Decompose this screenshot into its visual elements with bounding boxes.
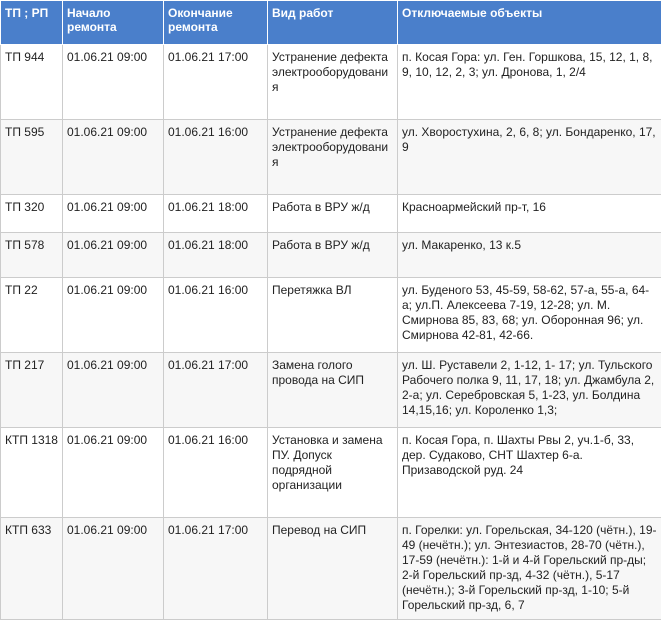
cell-work-type: Замена голого провода на СИП <box>268 353 398 428</box>
cell-work-type: Работа в ВРУ ж/д <box>268 195 398 233</box>
cell-end: 01.06.21 16:00 <box>164 120 268 195</box>
cell-substation: ТП 944 <box>1 45 63 120</box>
cell-objects: п. Горелки: ул. Горельская, 34-120 (чётн.), 19-49 (нечётн.); ул. Энтезиастов, 28-70 (чётн.), 17-59 (нечётн.): 1-й и 4-й Горельский пр-ды; 2-й Горельский пр-зд, 4-32 (чётн.), 5-17 (нечётн.); 3-й Горельский пр-зд, 1-10; 5-й Горельский пр-зд, 6, 7 <box>398 518 661 620</box>
cell-start: 01.06.21 09:00 <box>63 120 164 195</box>
cell-substation: КТП 633 <box>1 518 63 620</box>
cell-start: 01.06.21 09:00 <box>63 233 164 278</box>
cell-work-type: Перевод на СИП <box>268 518 398 620</box>
header-work-type: Вид работ <box>268 1 398 45</box>
header-affected-objects: Отключаемые объекты <box>398 1 661 45</box>
cell-end: 01.06.21 17:00 <box>164 518 268 620</box>
cell-substation: КТП 1318 <box>1 428 63 518</box>
cell-work-type: Устранение дефекта электрооборудования <box>268 45 398 120</box>
header-repair-start: Начало ремонта <box>63 1 164 45</box>
cell-end: 01.06.21 16:00 <box>164 278 268 353</box>
header-repair-end: Окончание ремонта <box>164 1 268 45</box>
cell-substation: ТП 595 <box>1 120 63 195</box>
table-row <box>1 45 661 120</box>
cell-end: 01.06.21 17:00 <box>164 45 268 120</box>
cell-end: 01.06.21 17:00 <box>164 353 268 428</box>
cell-start: 01.06.21 09:00 <box>63 518 164 620</box>
cell-substation: ТП 578 <box>1 233 63 278</box>
table-row <box>1 428 661 518</box>
cell-end: 01.06.21 18:00 <box>164 195 268 233</box>
cell-substation: ТП 22 <box>1 278 63 353</box>
cell-end: 01.06.21 18:00 <box>164 233 268 278</box>
cell-start: 01.06.21 09:00 <box>63 195 164 233</box>
cell-objects: п. Косая Гора, п. Шахты Рвы 2, уч.1-б, 33, дер. Судаково, СНТ Шахтер 6-а. Призаводской руд. 24 <box>398 428 661 518</box>
cell-substation: ТП 217 <box>1 353 63 428</box>
cell-objects: Красноармейский пр-т, 16 <box>398 195 661 233</box>
cell-start: 01.06.21 09:00 <box>63 45 164 120</box>
cell-objects: ул. Хворостухина, 2, 6, 8; ул. Бондаренко, 17, 9 <box>398 120 661 195</box>
cell-objects: п. Косая Гора: ул. Ген. Горшкова, 15, 12, 1, 8, 9, 10, 12, 2, 3; ул. Дронова, 1, 2/4 <box>398 45 661 120</box>
table-header-row <box>1 1 661 45</box>
cell-objects: ул. Буденого 53, 45-59, 58-62, 57-а, 55-а, 64-а; ул.П. Алексеева 7-19, 12-28; ул. М. Смирнова 85, 83, 68; ул. Оборонная 96; ул. Смирнова 42-81, 42-66. <box>398 278 661 353</box>
cell-work-type: Устранение дефекта электрооборудования <box>268 120 398 195</box>
cell-start: 01.06.21 09:00 <box>63 428 164 518</box>
table-row <box>1 518 661 620</box>
header-substation: ТП ; РП <box>1 1 63 45</box>
table-row <box>1 353 661 428</box>
table-row <box>1 120 661 195</box>
cell-substation: ТП 320 <box>1 195 63 233</box>
cell-start: 01.06.21 09:00 <box>63 278 164 353</box>
cell-work-type: Перетяжка ВЛ <box>268 278 398 353</box>
table-row <box>1 278 661 353</box>
cell-end: 01.06.21 16:00 <box>164 428 268 518</box>
table-row <box>1 233 661 278</box>
cell-objects: ул. Макаренко, 13 к.5 <box>398 233 661 278</box>
cell-start: 01.06.21 09:00 <box>63 353 164 428</box>
cell-objects: ул. Ш. Руставели 2, 1-12, 1- 17; ул. Тульского Рабочего полка 9, 11, 17, 18; ул. Джамбула 2, 2-а; ул. Серебровская 5, 1-23, ул. Болдина 14,15,16; ул. Короленко 1,3; <box>398 353 661 428</box>
cell-work-type: Работа в ВРУ ж/д <box>268 233 398 278</box>
table-row <box>1 195 661 233</box>
cell-work-type: Установка и замена ПУ. Допуск подрядной организации <box>268 428 398 518</box>
